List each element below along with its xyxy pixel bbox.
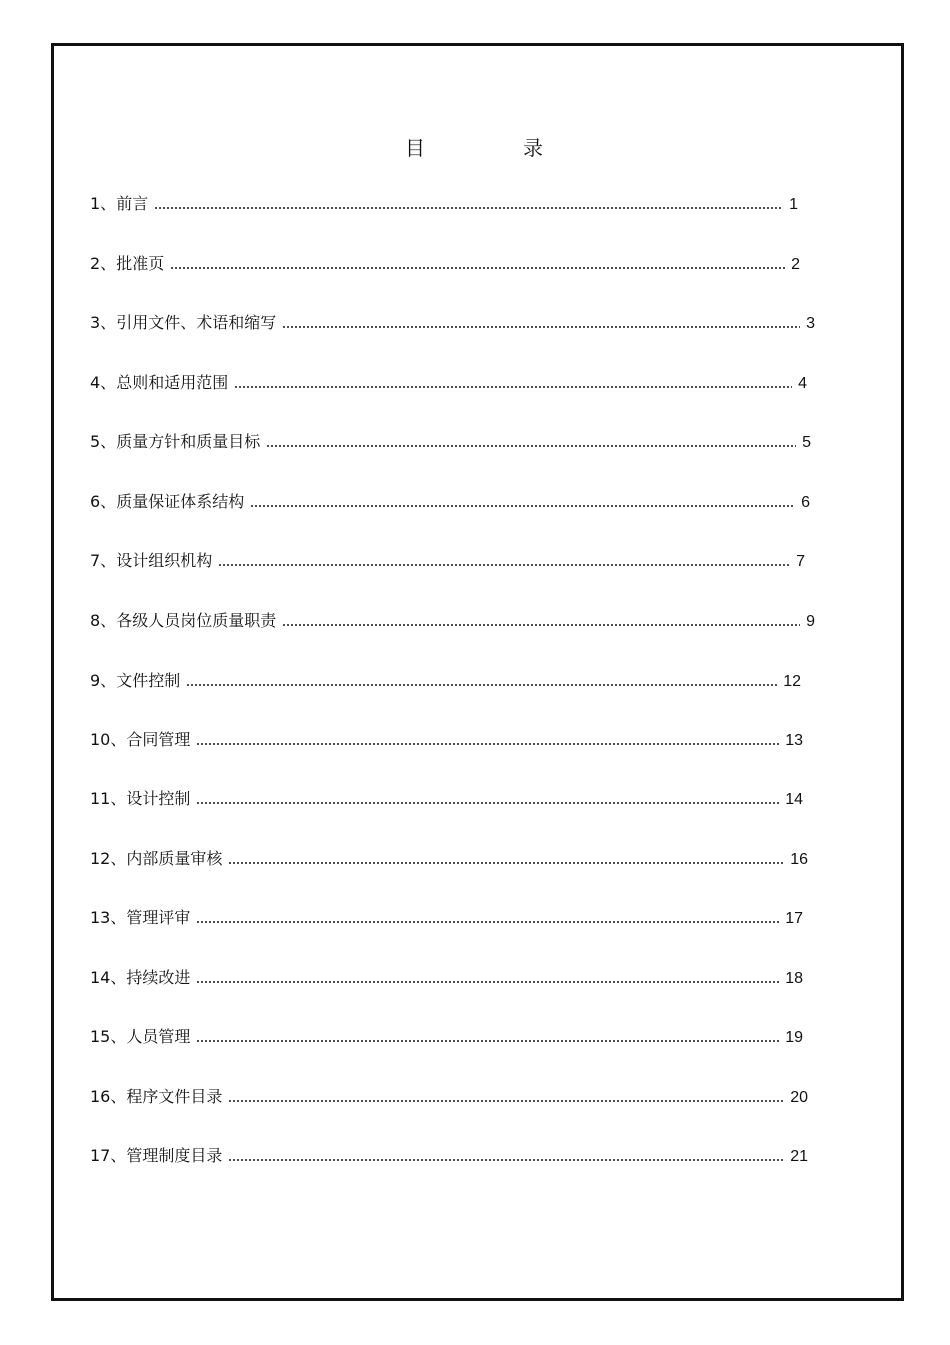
toc-title-char-1: 目 [405, 136, 427, 160]
toc-entry-title: 引用文件、术语和缩写 [116, 313, 277, 332]
toc-entry-page: 20 [790, 1089, 808, 1106]
toc-entry[interactable] [90, 787, 803, 809]
toc-entry-title: 质量保证体系结构 [116, 492, 245, 511]
toc-entry-title: 管理评审 [126, 908, 191, 927]
toc-entry[interactable] [90, 966, 803, 988]
toc-entry-title: 总则和适用范围 [116, 373, 229, 392]
toc-entry-number: 5、 [90, 432, 117, 451]
toc-dot-leader [218, 561, 790, 567]
toc-entry-number: 16、 [90, 1087, 127, 1106]
toc-dot-leader [250, 502, 795, 508]
toc-entry-title: 文件控制 [116, 671, 181, 690]
toc-entry-title: 程序文件目录 [126, 1087, 223, 1106]
toc-entry-number: 7、 [90, 551, 117, 570]
toc-title-char-2: 录 [523, 136, 545, 160]
toc-dot-leader [196, 918, 779, 924]
toc-entry-title: 各级人员岗位质量职责 [116, 611, 277, 630]
toc-entry-title: 合同管理 [126, 730, 191, 749]
toc-dot-leader [196, 740, 779, 746]
toc-entry-title: 内部质量审核 [126, 849, 223, 868]
toc-entry[interactable] [90, 549, 805, 571]
toc-entry-number: 3、 [90, 313, 117, 332]
toc-entry-title: 前言 [116, 194, 149, 213]
toc-entry-page: 18 [785, 970, 803, 987]
toc-entry-page: 21 [790, 1148, 808, 1165]
toc-entry[interactable] [90, 430, 811, 452]
toc-entry-page: 16 [790, 851, 808, 868]
toc-entry[interactable] [90, 906, 803, 928]
toc-entry-page: 5 [802, 434, 811, 451]
toc-entry[interactable] [90, 1025, 803, 1047]
toc-entry[interactable] [90, 311, 815, 333]
toc-entry-page: 9 [806, 613, 815, 630]
toc-entry-number: 12、 [90, 849, 127, 868]
toc-entry-page: 7 [796, 553, 805, 570]
toc-entry-title: 管理制度目录 [126, 1146, 223, 1165]
toc-entry-number: 11、 [90, 789, 127, 808]
toc-dot-leader [196, 1037, 779, 1043]
toc-entry-page: 4 [798, 375, 807, 392]
toc-entry-title: 持续改进 [126, 968, 191, 987]
toc-entry[interactable] [90, 1085, 808, 1107]
toc-entry-page: 17 [785, 910, 803, 927]
toc-entry-page: 2 [791, 256, 800, 273]
toc-entry[interactable] [90, 490, 810, 512]
toc-entry-page: 6 [801, 494, 810, 511]
toc-entry-title: 批准页 [116, 254, 165, 273]
toc-entry-page: 19 [785, 1029, 803, 1046]
toc-entry[interactable] [90, 669, 801, 691]
toc-entry-page: 1 [789, 196, 798, 213]
toc-entry-number: 6、 [90, 492, 117, 511]
toc-entry[interactable] [90, 847, 808, 869]
toc-dot-leader [282, 621, 800, 627]
toc-dot-leader [196, 978, 779, 984]
toc-dot-leader [196, 799, 779, 805]
toc-dot-leader [228, 1156, 784, 1162]
toc-entry-number: 13、 [90, 908, 127, 927]
toc-entry-number: 8、 [90, 611, 117, 630]
toc-dot-leader [266, 442, 796, 448]
toc-entry-number: 1、 [90, 194, 117, 213]
toc-entry-number: 14、 [90, 968, 127, 987]
toc-entry[interactable] [90, 252, 800, 274]
toc-entry-number: 2、 [90, 254, 117, 273]
toc-entry-number: 15、 [90, 1027, 127, 1046]
toc-dot-leader [154, 204, 783, 210]
toc-entry[interactable] [90, 371, 807, 393]
toc-dot-leader [170, 264, 785, 270]
toc-entry-title: 质量方针和质量目标 [116, 432, 261, 451]
toc-entry-number: 4、 [90, 373, 117, 392]
toc-dot-leader [186, 681, 777, 687]
toc-entry-number: 10、 [90, 730, 127, 749]
toc-entry-page: 14 [785, 791, 803, 808]
toc-dot-leader [234, 383, 792, 389]
toc-entry[interactable] [90, 192, 798, 214]
toc-entry-page: 13 [785, 732, 803, 749]
toc-entry-page: 12 [783, 673, 801, 690]
toc-entry-title: 设计控制 [126, 789, 191, 808]
toc-entry-number: 9、 [90, 671, 117, 690]
toc-dot-leader [228, 859, 784, 865]
toc-entry-title: 人员管理 [126, 1027, 191, 1046]
toc-dot-leader [228, 1097, 784, 1103]
toc-entry[interactable] [90, 728, 803, 750]
toc-dot-leader [282, 323, 800, 329]
toc-entry-number: 17、 [90, 1146, 127, 1165]
toc-entry-title: 设计组织机构 [116, 551, 213, 570]
toc-entry[interactable] [90, 1144, 808, 1166]
toc-entry[interactable] [90, 609, 815, 631]
toc-entry-page: 3 [806, 315, 815, 332]
